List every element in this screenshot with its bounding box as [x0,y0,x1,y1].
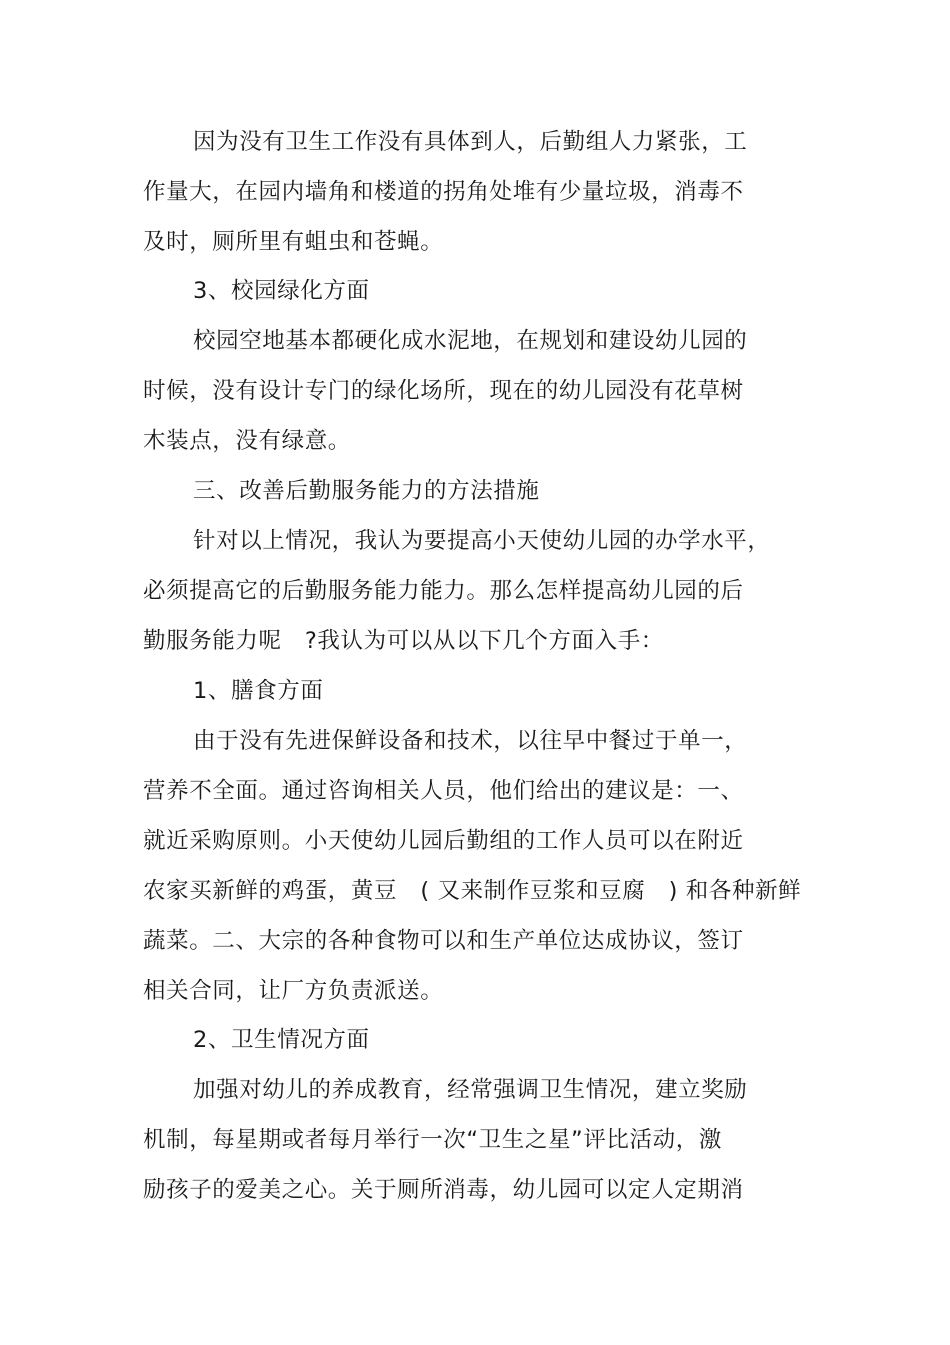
paragraph-line: 励孩子的爱美之心。关于厕所消毒，幼儿园可以定人定期消 [143,1177,744,1203]
paragraph-line: 营养不全面。通过咨询相关人员，他们给出的建议是：一、 [143,778,744,804]
paragraph-line: 加强对幼儿的养成教育，经常强调卫生情况，建立奖励 [193,1077,748,1103]
paragraph-line: 校园空地基本都硬化成水泥地，在规划和建设幼儿园的 [193,328,748,354]
paragraph-line: 由于没有先进保鲜设备和技术，以往早中餐过于单一， [193,728,748,754]
section-heading: 三、改善后勤服务能力的方法措施 [193,478,540,504]
section-heading: 2、卫生情况方面 [193,1027,370,1053]
paragraph-line: 及时，厕所里有蛆虫和苍蝇。 [143,229,444,255]
paragraph-line: 勤服务能力呢 ?我认为可以从以下几个方面入手： [143,628,664,654]
paragraph-line: 作量大，在园内墙角和楼道的拐角处堆有少量垃圾，消毒不 [143,179,744,205]
paragraph-line: 必须提高它的后勤服务能力能力。那么怎样提高幼儿园的后 [143,578,744,604]
paragraph-line: 蔬菜。二、大宗的各种食物可以和生产单位达成协议，签订 [143,928,744,954]
paragraph-line: 农家买新鲜的鸡蛋，黄豆 ( 又来制作豆浆和豆腐 ) 和各种新鲜 [143,878,802,904]
section-heading: 3、校园绿化方面 [193,278,370,304]
section-heading: 1、膳食方面 [193,678,324,704]
paragraph-line: 机制，每星期或者每月举行一次“卫生之星”评比活动，激 [143,1127,722,1153]
paragraph-line: 木装点，没有绿意。 [143,428,351,454]
paragraph-line: 针对以上情况，我认为要提高小天使幼儿园的办学水平， [193,528,771,554]
paragraph-line: 因为没有卫生工作没有具体到人，后勤组人力紧张，工 [193,129,748,155]
paragraph-line: 就近采购原则。小天使幼儿园后勤组的工作人员可以在附近 [143,828,744,854]
paragraph-line: 时候，没有设计专门的绿化场所，现在的幼儿园没有花草树 [143,378,744,404]
paragraph-line: 相关合同，让厂方负责派送。 [143,978,444,1004]
